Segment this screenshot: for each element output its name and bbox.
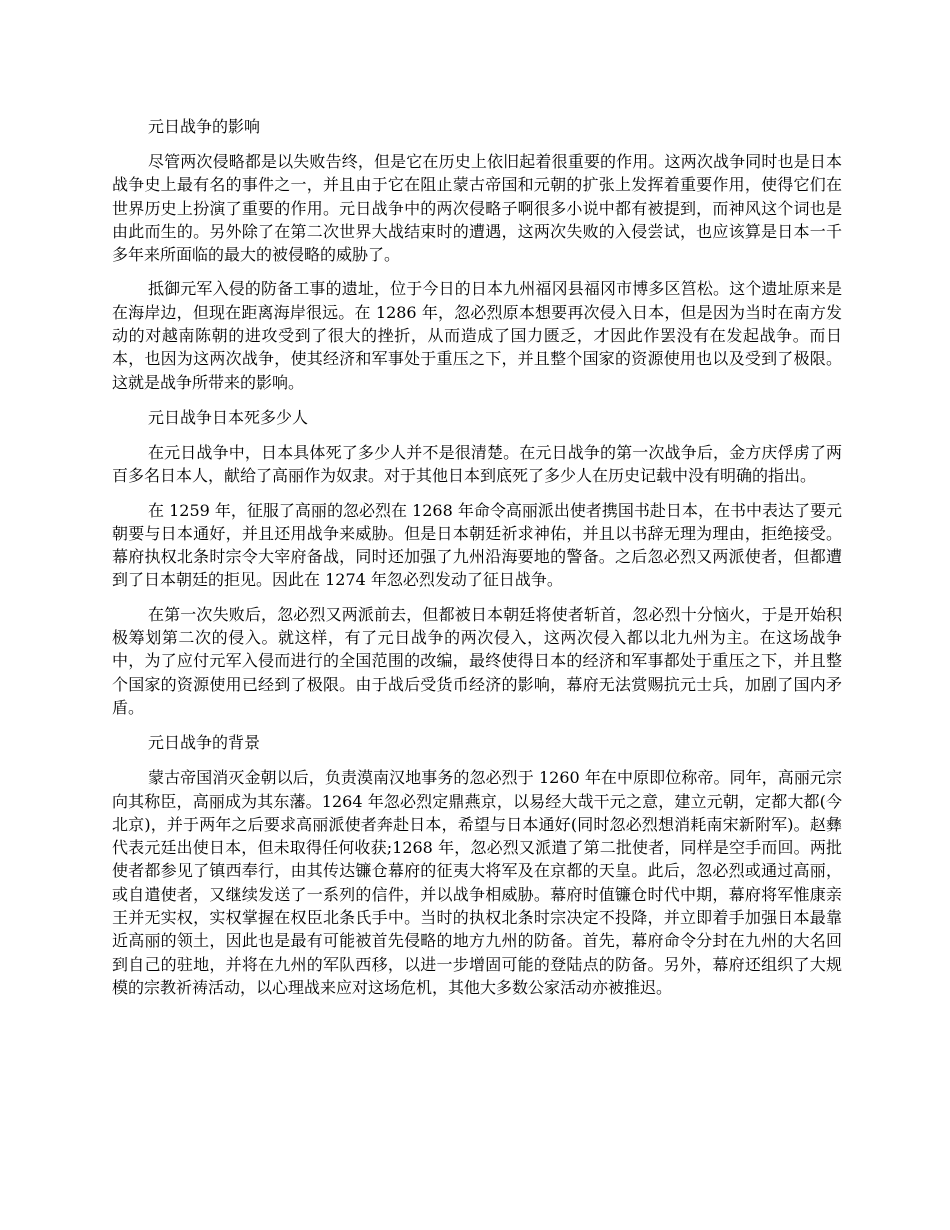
paragraph: 抵御元军入侵的防备工事的遗址，位于今日的日本九州福冈县福冈市博多区筥松。这个遗址原来是在海岸边，但现在距离海岸很远。在 1286 年，忽必烈原本想要再次侵入日本，但是因为当时在南方发动的对越南陈朝的进攻受到了很大的挫折，从而造成了国力匮乏，才因此作罢没有在发起战争。而日本，也因为这两次战争，使其经济和军事处于重压之下，并且整个国家的资源使用也以及受到了极限。这就是战争所带来的影响。 <box>112 279 842 392</box>
section-heading: 元日战争的背景 <box>148 733 261 753</box>
section-background <box>112 730 842 999</box>
section-impact <box>112 114 842 394</box>
paragraph: 在 1259 年，征服了高丽的忽必烈在 1268 年命令高丽派出使者携国书赴日本，在书中表达了要元朝要与日本通好，并且还用战争来威胁。但是日本朝廷祈求神佑，并且以书辞无理为理由，拒绝接受。幕府执权北条时宗令大宰府备战，同时还加强了九州沿海要地的警备。之后忽必烈又两派使者，但都遭到了日本朝廷的拒见。因此在 1274 年忽必烈发动了征日战争。 <box>112 500 842 590</box>
section-heading: 元日战争日本死多少人 <box>148 407 309 427</box>
section-casualties <box>112 405 842 719</box>
paragraph: 蒙古帝国消灭金朝以后，负责漠南汉地事务的忽必烈于 1260 年在中原即位称帝。同年，高丽元宗向其称臣，高丽成为其东藩。1264 年忽必烈定鼎燕京，以易经大哉干元之意，建立元朝，定都大都(今北京)，并于两年之后要求高丽派使者奔赴日本，希望与日本通好(同时忽必烈想消耗南宋新附军)。赵彝代表元廷出使日本，但未取得任何收获;1268 年，忽必烈又派遣了第二批使者，同样是空手而回。两批使者都参见了镇西奉行，由其传达镰仓幕府的征夷大将军及在京都的天皇。此后，忽必烈或通过高丽，或自遣使者，又继续发送了一系列的信件，并以战争相威胁。幕府时值镰仓时代中期，幕府将军惟康亲王并无实权，实权掌握在权臣北条氏手中。当时的执权北条时宗决定不投降，并立即着手加强日本最靠近高丽的领土，因此也是最有可能被首先侵略的地方九州的防备。首先，幕府命令分封在九州的大名回到自己的驻地，并将在九州的军队西移，以进一步增固可能的登陆点的防备。另外，幕府还组织了大规模的宗教祈祷活动，以心理战来应对这场危机，其他大多数公家活动亦被推迟。 <box>112 768 842 997</box>
section-heading: 元日战争的影响 <box>148 117 261 136</box>
document-page <box>112 114 842 1010</box>
paragraph: 尽管两次侵略都是以失败告终，但是它在历史上依旧起着很重要的作用。这两次战争同时也是日本战争史上最有名的事件之一，并且由于它在阻止蒙古帝国和元朝的扩张上发挥着重要作用，使得它们在世界历史上扮演了重要的作用。元日战争中的两次侵略子啊很多小说中都有被提到，而神风这个词也是由此而生的。另外除了在第二次世界大战结束时的遭遇，这两次失败的入侵尝试，也应该算是日本一千多年来所面临的最大的被侵略的威胁了。 <box>112 152 842 265</box>
paragraph: 在元日战争中，日本具体死了多少人并不是很清楚。在元日战争的第一次战争后，金方庆俘虏了两百多名日本人，献给了高丽作为奴隶。对于其他日本到底死了多少人在历史记载中没有明确的指出。 <box>112 442 842 486</box>
paragraph: 在第一次失败后，忽必烈又两派前去，但都被日本朝廷将使者斩首，忽必烈十分恼火，于是开始积极筹划第二次的侵入。就这样，有了元日战争的两次侵入，这两次侵入都以北九州为主。在这场战争中，为了应付元军入侵而进行的全国范围的改编，最终使得日本的经济和军事都处于重压之下，并且整个国家的资源使用已经到了极限。由于战后受货币经济的影响，幕府无法赏赐抗元士兵，加剧了国内矛盾。 <box>112 604 842 717</box>
